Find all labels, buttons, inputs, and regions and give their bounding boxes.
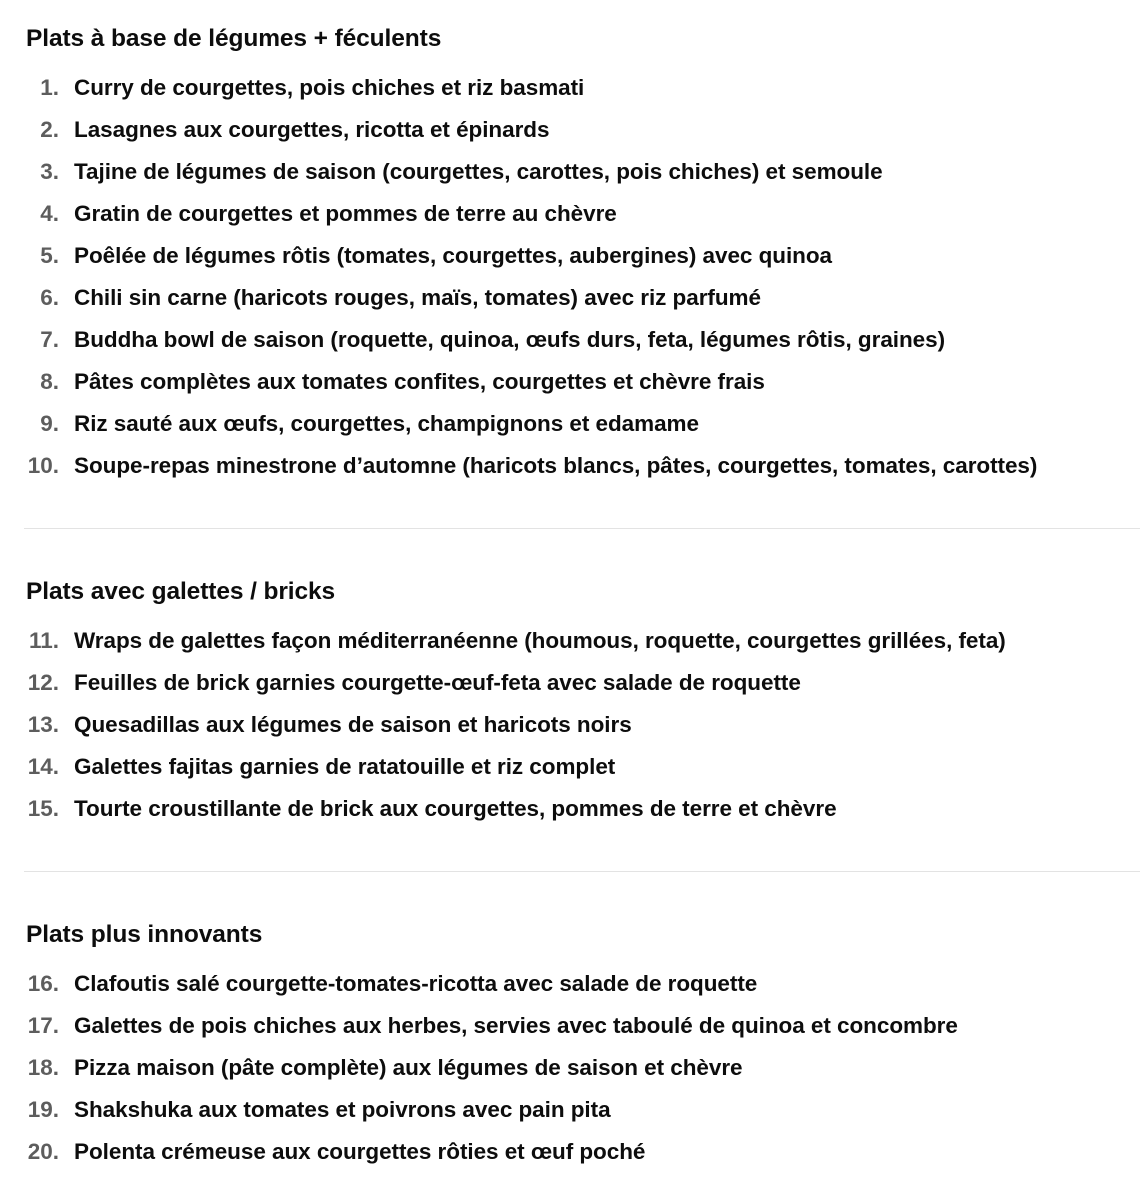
list-item: [0, 157, 1140, 199]
item-number: 11.: [28, 628, 59, 653]
item-number: 4.: [40, 201, 59, 226]
item-number: 2.: [40, 117, 59, 142]
item-text: Gratin de courgettes et pommes de terre au chèvre: [74, 201, 617, 226]
item-number: 15.: [27, 796, 59, 821]
list-item: [0, 752, 1140, 794]
item-text: Pizza maison (pâte complète) aux légumes de saison et chèvre: [74, 1055, 743, 1080]
list-item: [0, 73, 1140, 115]
section-divider: [24, 871, 1140, 872]
list-item: [0, 283, 1140, 325]
item-number: 7.: [40, 327, 59, 352]
list-item: [0, 668, 1140, 710]
list-item: [0, 794, 1140, 836]
item-number: 6.: [40, 285, 59, 310]
list-item: [0, 325, 1140, 367]
item-text: Buddha bowl de saison (roquette, quinoa, œufs durs, feta, légumes rôtis, graines): [74, 327, 946, 352]
item-text: Lasagnes aux courgettes, ricotta et épinards: [74, 117, 550, 142]
item-number: 10.: [27, 453, 59, 478]
item-number: 13.: [27, 712, 59, 737]
item-text: Shakshuka aux tomates et poivrons avec pain pita: [74, 1097, 611, 1122]
section-title: Plats à base de légumes + féculents: [26, 25, 442, 52]
list-item: [0, 199, 1140, 241]
item-number: 5.: [40, 243, 59, 268]
item-number: 16.: [27, 971, 59, 996]
item-text: Wraps de galettes façon méditerranéenne (houmous, roquette, courgettes grillées, feta): [74, 628, 1006, 653]
item-number: 9.: [40, 411, 59, 436]
list-item: [0, 409, 1140, 451]
item-number: 17.: [27, 1013, 59, 1038]
section-title: Plats plus innovants: [26, 921, 263, 948]
list-item: [0, 115, 1140, 157]
item-text: Feuilles de brick garnies courgette-œuf-feta avec salade de roquette: [74, 670, 801, 695]
list-item: [0, 626, 1140, 668]
item-number: 8.: [40, 369, 59, 394]
item-text: Galettes de pois chiches aux herbes, servies avec taboulé de quinoa et concombre: [74, 1013, 958, 1038]
list-item: [0, 367, 1140, 409]
section-title: Plats avec galettes / bricks: [26, 578, 336, 605]
item-text: Riz sauté aux œufs, courgettes, champignons et edamame: [74, 411, 699, 436]
item-text: Soupe-repas minestrone d’automne (haricots blancs, pâtes, courgettes, tomates, carottes): [74, 453, 1038, 478]
list-item: [0, 969, 1140, 1011]
list-item: [0, 710, 1140, 752]
item-text: Tajine de légumes de saison (courgettes, carottes, pois chiches) et semoule: [74, 159, 883, 184]
list-item: [0, 241, 1140, 283]
item-text: Pâtes complètes aux tomates confites, courgettes et chèvre frais: [74, 369, 765, 394]
item-text: Quesadillas aux légumes de saison et haricots noirs: [74, 712, 632, 737]
item-text: Tourte croustillante de brick aux courgettes, pommes de terre et chèvre: [74, 796, 837, 821]
item-text: Curry de courgettes, pois chiches et riz basmati: [74, 75, 585, 100]
item-number: 3.: [40, 159, 59, 184]
item-number: 19.: [27, 1097, 59, 1122]
list-item: [0, 1053, 1140, 1095]
item-number: 18.: [27, 1055, 59, 1080]
list-item: [0, 1137, 1140, 1179]
item-number: 1.: [40, 75, 59, 100]
item-text: Chili sin carne (haricots rouges, maïs, tomates) avec riz parfumé: [74, 285, 761, 310]
item-text: Polenta crémeuse aux courgettes rôties et œuf poché: [74, 1139, 646, 1164]
list-item: [0, 1095, 1140, 1137]
list-item: [0, 1011, 1140, 1053]
item-text: Galettes fajitas garnies de ratatouille et riz complet: [74, 754, 616, 779]
item-number: 20.: [27, 1139, 59, 1164]
item-number: 14.: [27, 754, 59, 779]
section-divider: [24, 528, 1140, 529]
list-item: [0, 451, 1140, 493]
item-text: Clafoutis salé courgette-tomates-ricotta avec salade de roquette: [74, 971, 758, 996]
item-number: 12.: [27, 670, 59, 695]
item-text: Poêlée de légumes rôtis (tomates, courgettes, aubergines) avec quinoa: [74, 243, 833, 268]
